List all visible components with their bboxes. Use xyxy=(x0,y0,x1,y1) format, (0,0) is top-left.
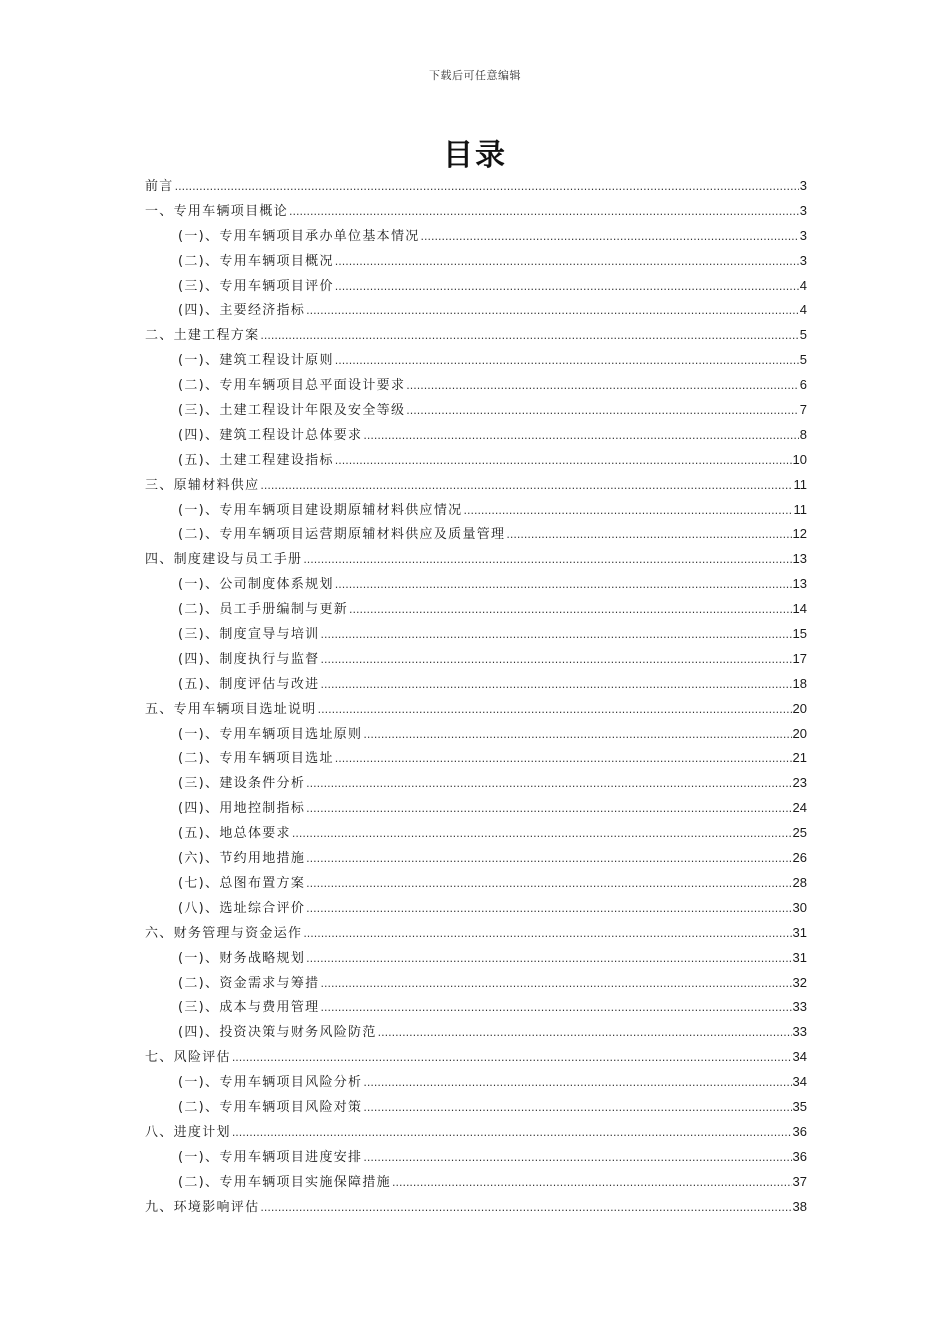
toc-entry-label: 二、土建工程方案 xyxy=(145,328,260,344)
toc-entry-page-number: 13 xyxy=(792,551,807,567)
toc-entry-page-number: 11 xyxy=(793,501,807,517)
toc-entry[interactable] xyxy=(145,547,807,572)
toc-entry-page-number: 26 xyxy=(792,850,807,866)
toc-entry[interactable] xyxy=(145,871,807,896)
toc-entry[interactable] xyxy=(145,398,807,423)
toc-entry[interactable] xyxy=(145,473,807,498)
toc-entry[interactable] xyxy=(145,199,807,224)
toc-entry[interactable] xyxy=(145,796,807,821)
toc-entry-label: (三)、专用车辆项目评价 xyxy=(178,278,334,294)
toc-entry-label: (二)、专用车辆项目风险对策 xyxy=(178,1099,363,1115)
toc-entry[interactable] xyxy=(145,1145,807,1170)
toc-dot-leader xyxy=(232,1121,792,1146)
toc-entry-page-number: 34 xyxy=(792,1049,807,1065)
toc-entry[interactable] xyxy=(145,572,807,597)
toc-entry[interactable] xyxy=(145,174,807,199)
toc-dot-leader xyxy=(335,573,792,598)
toc-entry[interactable] xyxy=(145,722,807,747)
toc-entry-label: (一)、专用车辆项目建设期原辅材料供应情况 xyxy=(178,502,463,518)
toc-entry[interactable] xyxy=(145,1195,807,1220)
toc-entry-label: (一)、专用车辆项目承办单位基本情况 xyxy=(178,228,420,244)
toc-entry-page-number: 38 xyxy=(792,1198,807,1214)
toc-entry-page-number: 28 xyxy=(792,874,807,890)
toc-entry-page-number: 34 xyxy=(792,1074,807,1090)
toc-entry[interactable] xyxy=(145,622,807,647)
toc-entry[interactable] xyxy=(145,921,807,946)
toc-entry-page-number: 31 xyxy=(792,949,807,965)
toc-entry-page-number: 14 xyxy=(792,601,807,617)
toc-dot-leader xyxy=(306,299,799,324)
toc-entry-page-number: 33 xyxy=(792,999,807,1015)
toc-dot-leader xyxy=(335,250,799,275)
toc-entry-page-number: 13 xyxy=(792,576,807,592)
toc-entry-label: (一)、专用车辆项目风险分析 xyxy=(178,1075,363,1091)
toc-entry-page-number: 21 xyxy=(792,750,807,766)
toc-entry-page-number: 20 xyxy=(792,700,807,716)
toc-entry-label: 五、专用车辆项目选址说明 xyxy=(145,701,317,717)
toc-entry-page-number: 3 xyxy=(799,202,807,218)
toc-entry-page-number: 5 xyxy=(799,352,807,368)
toc-dot-leader xyxy=(363,723,791,748)
toc-entry[interactable] xyxy=(145,323,807,348)
toc-entry-page-number: 36 xyxy=(792,1123,807,1139)
toc-dot-leader xyxy=(320,648,791,673)
toc-entry-label: 八、进度计划 xyxy=(145,1124,231,1140)
toc-entry[interactable] xyxy=(145,896,807,921)
toc-entry-label: (七)、总图布置方案 xyxy=(178,875,306,891)
toc-entry-page-number: 10 xyxy=(792,451,807,467)
toc-entry-page-number: 35 xyxy=(792,1098,807,1114)
toc-entry-label: (五)、地总体要求 xyxy=(178,826,291,842)
toc-entry-label: (二)、专用车辆项目选址 xyxy=(178,751,334,767)
toc-dot-leader xyxy=(378,1021,792,1046)
toc-entry-label: (三)、成本与费用管理 xyxy=(178,1000,320,1016)
toc-dot-leader xyxy=(260,1196,791,1221)
toc-dot-leader xyxy=(421,225,799,250)
toc-entry-page-number: 11 xyxy=(793,476,807,492)
toc-dot-leader xyxy=(260,324,798,349)
toc-dot-leader xyxy=(320,996,791,1021)
toc-dot-leader xyxy=(363,1096,791,1121)
toc-entry-page-number: 5 xyxy=(799,327,807,343)
table-of-contents xyxy=(145,174,807,1219)
toc-dot-leader xyxy=(363,1146,791,1171)
toc-dot-leader xyxy=(306,772,791,797)
toc-entry-page-number: 25 xyxy=(792,825,807,841)
toc-dot-leader xyxy=(306,797,791,822)
toc-entry-label: (三)、土建工程设计年限及安全等级 xyxy=(178,403,406,419)
toc-entry-label: (二)、专用车辆项目概况 xyxy=(178,253,334,269)
toc-dot-leader xyxy=(406,399,799,424)
toc-entry[interactable] xyxy=(145,647,807,672)
toc-entry-page-number: 3 xyxy=(799,178,807,193)
toc-entry[interactable] xyxy=(145,597,807,622)
toc-entry[interactable] xyxy=(145,672,807,697)
toc-entry-page-number: 23 xyxy=(792,775,807,791)
toc-entry-label: (四)、用地控制指标 xyxy=(178,801,306,817)
toc-dot-leader xyxy=(320,673,791,698)
toc-entry[interactable] xyxy=(145,846,807,871)
toc-entry-label: (六)、节约用地措施 xyxy=(178,851,306,867)
toc-entry[interactable] xyxy=(145,746,807,771)
toc-dot-leader xyxy=(506,523,791,548)
toc-entry-page-number: 7 xyxy=(799,402,807,418)
toc-entry-label: (二)、专用车辆项目运营期原辅材料供应及质量管理 xyxy=(178,527,506,543)
toc-entry-label: (四)、制度执行与监督 xyxy=(178,651,320,667)
toc-entry-page-number: 31 xyxy=(792,924,807,940)
toc-entry-label: 四、制度建设与员工手册 xyxy=(145,552,303,568)
toc-dot-leader xyxy=(335,349,799,374)
toc-entry-label: (一)、专用车辆项目选址原则 xyxy=(178,726,363,742)
toc-dot-leader xyxy=(320,972,791,997)
toc-entry-page-number: 36 xyxy=(792,1148,807,1164)
toc-entry-page-number: 33 xyxy=(792,1024,807,1040)
toc-entry-label: 六、财务管理与资金运作 xyxy=(145,925,303,941)
toc-dot-leader xyxy=(463,499,792,524)
toc-entry-label: (二)、专用车辆项目实施保障措施 xyxy=(178,1174,391,1190)
toc-entry-page-number: 3 xyxy=(799,227,807,243)
toc-entry-label: (三)、建设条件分析 xyxy=(178,776,306,792)
toc-entry-page-number: 24 xyxy=(792,800,807,816)
toc-entry-page-number: 32 xyxy=(792,974,807,990)
toc-entry-label: (一)、财务战略规划 xyxy=(178,950,306,966)
toc-entry[interactable] xyxy=(145,423,807,448)
toc-dot-leader xyxy=(306,872,791,897)
toc-entry-label: 三、原辅材料供应 xyxy=(145,477,260,493)
toc-entry-label: (四)、主要经济指标 xyxy=(178,303,306,319)
toc-title: 目录 xyxy=(443,138,507,173)
toc-dot-leader xyxy=(303,548,791,573)
toc-dot-leader xyxy=(320,623,791,648)
toc-dot-leader xyxy=(363,424,798,449)
toc-entry[interactable] xyxy=(145,1020,807,1045)
toc-entry-label: (八)、选址综合评价 xyxy=(178,900,306,916)
toc-entry-label: (二)、资金需求与筹措 xyxy=(178,975,320,991)
toc-dot-leader xyxy=(260,474,792,499)
toc-dot-leader xyxy=(232,1046,792,1071)
toc-dot-leader xyxy=(289,200,799,225)
toc-entry[interactable] xyxy=(145,498,807,523)
toc-entry-label: (一)、建筑工程设计原则 xyxy=(178,353,334,369)
toc-dot-leader xyxy=(306,947,791,972)
toc-entry[interactable] xyxy=(145,522,807,547)
toc-entry-page-number: 17 xyxy=(792,650,807,666)
toc-entry[interactable] xyxy=(145,771,807,796)
toc-entry[interactable] xyxy=(145,1170,807,1195)
toc-entry[interactable] xyxy=(145,298,807,323)
toc-entry-label: 前言 xyxy=(145,179,174,194)
toc-entry[interactable] xyxy=(145,971,807,996)
toc-entry-page-number: 30 xyxy=(792,899,807,915)
toc-entry-page-number: 18 xyxy=(792,675,807,691)
toc-entry[interactable] xyxy=(145,448,807,473)
toc-entry[interactable] xyxy=(145,348,807,373)
toc-entry[interactable] xyxy=(145,697,807,722)
toc-entry-page-number: 3 xyxy=(799,252,807,268)
toc-entry[interactable] xyxy=(145,821,807,846)
toc-entry[interactable] xyxy=(145,1070,807,1095)
toc-dot-leader xyxy=(335,747,792,772)
toc-dot-leader xyxy=(292,822,792,847)
toc-entry[interactable] xyxy=(145,373,807,398)
toc-dot-leader xyxy=(335,275,799,300)
toc-entry-label: (四)、建筑工程设计总体要求 xyxy=(178,427,363,443)
toc-dot-leader xyxy=(392,1171,792,1196)
toc-entry[interactable] xyxy=(145,1120,807,1145)
toc-dot-leader xyxy=(349,598,791,623)
toc-entry-label: 七、风险评估 xyxy=(145,1050,231,1066)
toc-entry-label: (二)、专用车辆项目总平面设计要求 xyxy=(178,378,406,394)
toc-entry-label: (三)、制度宣导与培训 xyxy=(178,627,320,643)
toc-dot-leader xyxy=(406,374,799,399)
toc-entry-label: (五)、土建工程建设指标 xyxy=(178,452,334,468)
toc-entry-page-number: 6 xyxy=(799,377,807,393)
toc-entry-page-number: 15 xyxy=(792,626,807,642)
toc-entry[interactable] xyxy=(145,1095,807,1120)
toc-entry-page-number: 4 xyxy=(799,302,807,318)
toc-entry-page-number: 20 xyxy=(792,725,807,741)
toc-entry[interactable] xyxy=(145,1045,807,1070)
toc-entry[interactable] xyxy=(145,224,807,249)
toc-dot-leader xyxy=(175,175,799,200)
toc-entry[interactable] xyxy=(145,946,807,971)
toc-dot-leader xyxy=(335,449,792,474)
toc-entry-label: 一、专用车辆项目概论 xyxy=(145,203,289,219)
toc-entry-label: (一)、专用车辆项目进度安排 xyxy=(178,1149,363,1165)
toc-entry-label: (四)、投资决策与财务风险防范 xyxy=(178,1025,377,1041)
toc-entry-page-number: 4 xyxy=(799,277,807,293)
toc-dot-leader xyxy=(306,847,791,872)
toc-entry[interactable] xyxy=(145,249,807,274)
toc-entry-label: (五)、制度评估与改进 xyxy=(178,676,320,692)
toc-entry-page-number: 8 xyxy=(799,426,807,442)
toc-entry[interactable] xyxy=(145,995,807,1020)
page-header: 下载后可任意编辑 xyxy=(429,69,521,82)
toc-dot-leader xyxy=(363,1071,791,1096)
toc-entry-page-number: 37 xyxy=(792,1173,807,1189)
toc-dot-leader xyxy=(318,698,792,723)
toc-entry-label: (二)、员工手册编制与更新 xyxy=(178,602,349,618)
toc-entry-label: 九、环境影响评估 xyxy=(145,1199,260,1215)
toc-dot-leader xyxy=(303,922,791,947)
toc-entry-label: (一)、公司制度体系规划 xyxy=(178,577,334,593)
toc-dot-leader xyxy=(306,897,791,922)
toc-entry[interactable] xyxy=(145,274,807,299)
toc-entry-page-number: 12 xyxy=(792,526,807,542)
